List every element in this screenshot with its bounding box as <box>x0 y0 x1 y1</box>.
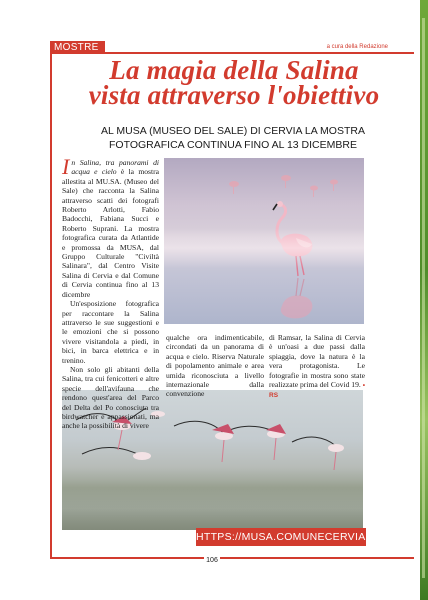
article-title-line-1: La magia della Salina <box>109 55 359 85</box>
article-title-line-2: vista attraverso l'obiettivo <box>88 80 380 110</box>
flamingo-photo <box>164 158 364 324</box>
text-column-2 <box>166 333 264 399</box>
paragraph-panorama: qualche ora indimenticabile, circondati da un panorama di acqua e cielo. Riserva Naturale di popolamento animale e area umida riconosciuta a livello internazionale dalla convenzione <box>166 333 264 399</box>
intro-rest: è la mostra allestita al MU.SA. (Museo del Sale) che racconta la Salina attraverso scatti dei fotografi Roberto Arlotti, Fabio Badocchi, Fabiana Succi e Roberto Suprani. La mostra fotografica curata da Atlantide e promossa da MUSA, dal Gruppo Culturale "Civiltà Salinara", dal Centro Visite Salina di Cervia e dal Comune di Cervia continua fino al 13 dicembre <box>62 167 160 299</box>
article-subtitle-line-1: AL MUSA (MUSEO DEL SALE) DI CERVIA LA MOSTRA <box>101 125 365 137</box>
text-column-1 <box>62 154 160 431</box>
frame-top-rule <box>50 52 414 54</box>
green-edge-decoration <box>420 0 428 600</box>
paragraph-ramsar <box>269 333 365 401</box>
paragraph-inhabitants: Non solo gli abitanti della Salina, tra cui fenicotteri e altre specie dell'avifauna che rendono quest'area del Parco del Delta del Po conosciuta tra birdwatcher e appassionati, ma anche la possibilità di vivere <box>62 364 159 431</box>
article-subtitle <box>60 124 406 152</box>
page-number-box <box>204 556 220 568</box>
editor-credit: a cura della Redazione <box>326 44 388 50</box>
website-link-bar[interactable] <box>196 528 382 546</box>
frame-bottom-rule <box>50 557 414 559</box>
website-link[interactable]: HTTPS://MUSA.COMUNECERVIA.IT/ <box>196 531 382 543</box>
intro-lead: n Salina, tra panorami di acqua e cielo <box>71 158 159 177</box>
ramsar-text: di Ramsar, la Salina di Cervia è un'oasi a due passi dalla spiaggia, dove la natura è la vera protagonista. Le fotografie in mostra sono state realizzate prima del Covid 19. <box>269 333 365 390</box>
drop-cap: I <box>62 154 70 179</box>
article-subtitle-line-2: FOTOGRAFICA CONTINUA FINO AL 13 DICEMBRE <box>109 139 357 151</box>
page-number: 106 <box>206 557 218 564</box>
section-tag: MOSTRE <box>50 41 105 54</box>
frame-left-rule <box>50 52 52 558</box>
paragraph-exhibition: Un'esposizione fotografica per raccontare la Salina attraverso le sue suggestioni e le emozioni che si possono vivere visitandola a piedi, in bici, in barca elettrica e in trenino. <box>62 299 159 365</box>
text-column-3 <box>269 333 365 401</box>
article-title <box>60 55 408 110</box>
author-signature: • RS <box>269 382 365 400</box>
paragraph-intro <box>62 154 160 299</box>
